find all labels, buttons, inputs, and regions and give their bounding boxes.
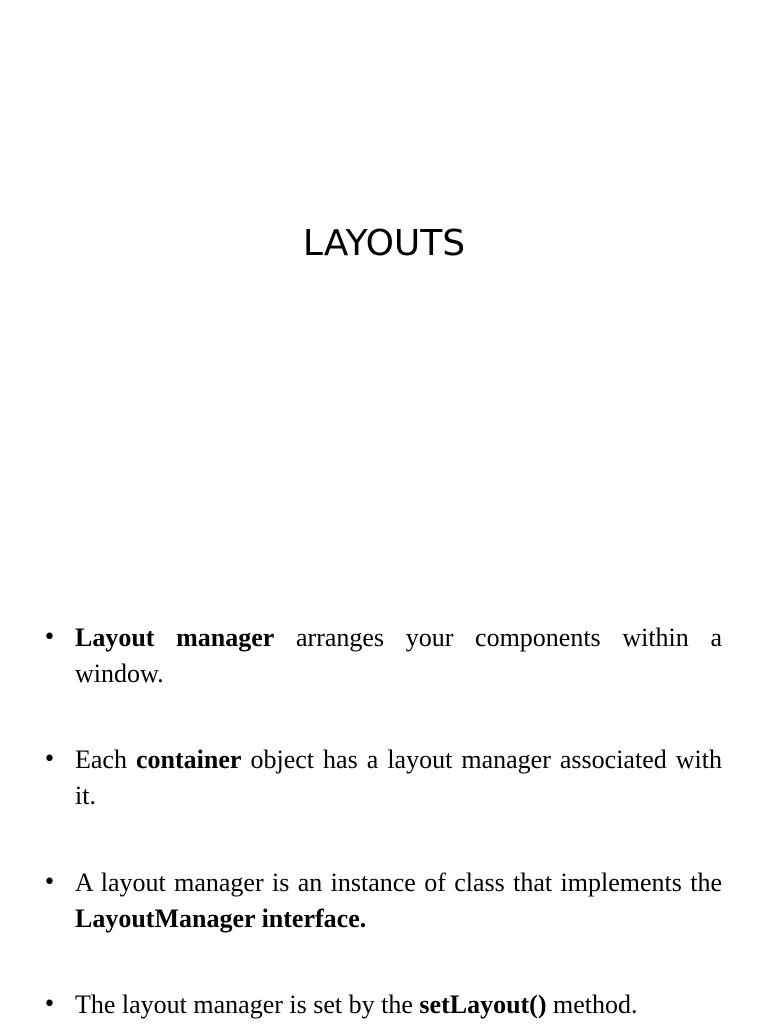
bullet-dot-icon: •	[43, 747, 56, 772]
bold-term: LayoutManager interface.	[75, 904, 367, 933]
bold-term: Layout manager	[75, 623, 275, 652]
bullet-text: A layout manager is an instance of class that implements the	[75, 868, 722, 897]
bullet-item	[40, 620, 722, 692]
bullet-text: method.	[546, 990, 638, 1019]
bullet-item	[40, 987, 722, 1023]
bullet-dot-icon: •	[43, 625, 56, 650]
bullet-dot-icon: •	[43, 992, 56, 1017]
bullet-text: The layout manager is set by the	[75, 990, 420, 1019]
bullet-text: arranges your components within a window.	[75, 623, 722, 688]
bullet-dot-icon: •	[43, 870, 56, 895]
slide-title: LAYOUTS	[302, 223, 466, 264]
bold-term: container	[136, 745, 242, 774]
bold-term: setLayout()	[419, 990, 547, 1019]
bullet-item	[40, 865, 722, 937]
bullet-item	[40, 742, 722, 814]
bullet-text: Each	[75, 745, 137, 774]
bullet-text: object has a layout manager associated with it.	[75, 745, 722, 810]
